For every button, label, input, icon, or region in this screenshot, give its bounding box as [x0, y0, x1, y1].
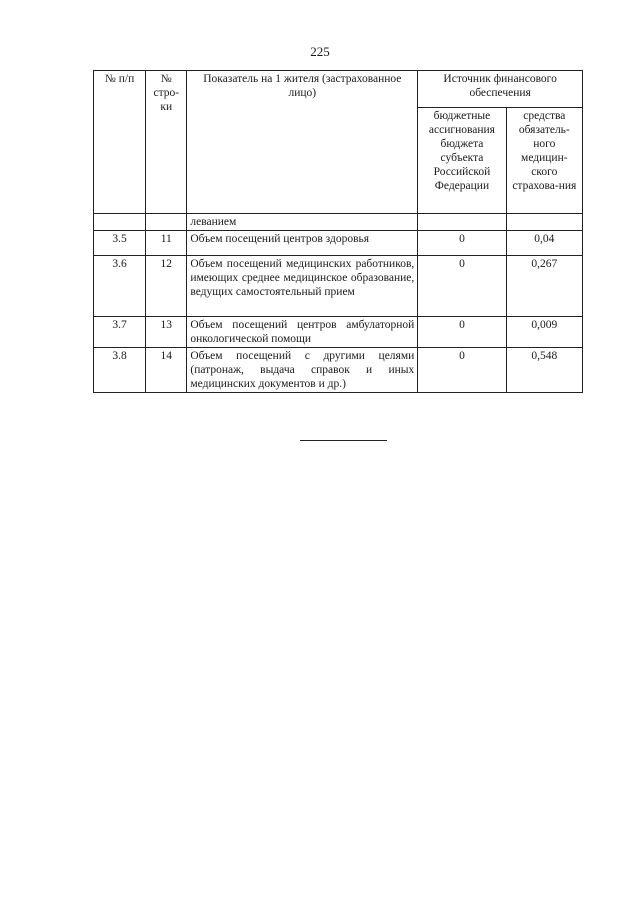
row-line: 14	[146, 348, 187, 393]
header-no: № п/п	[94, 71, 146, 214]
row-no: 3.7	[94, 317, 146, 348]
header-oms: средства обязатель-ного медицин-ского страхова-ния	[506, 108, 582, 214]
row-no: 3.6	[94, 256, 146, 317]
row-oms: 0,04	[506, 231, 582, 256]
continuation-text: леванием	[187, 214, 418, 231]
table-row	[94, 348, 583, 393]
row-budget: 0	[418, 231, 506, 256]
header-indicator: Показатель на 1 жителя (застрахованное лицо)	[187, 71, 418, 214]
row-oms: 0,548	[506, 348, 582, 393]
table-row	[94, 256, 583, 317]
row-line: 13	[146, 317, 187, 348]
row-oms: 0,267	[506, 256, 582, 317]
table-row	[94, 214, 583, 231]
header-source: Источник финансового обеспечения	[418, 71, 583, 108]
header-budget: бюджетные ассигнования бюджета субъекта Российской Федерации	[418, 108, 506, 214]
row-no: 3.8	[94, 348, 146, 393]
row-indicator: Объем посещений медицинских работников, имеющих среднее медицинское образование, ведущих самостоятельный прием	[187, 256, 418, 317]
table-row	[94, 317, 583, 348]
row-indicator: Объем посещений с другими целями (патронаж, выдача справок и иных медицинских документов и др.)	[187, 348, 418, 393]
row-line: 11	[146, 231, 187, 256]
table-row	[94, 231, 583, 256]
row-budget: 0	[418, 317, 506, 348]
row-no: 3.5	[94, 231, 146, 256]
header-line: № стро-ки	[146, 71, 187, 214]
row-oms: 0,009	[506, 317, 582, 348]
row-budget: 0	[418, 256, 506, 317]
row-budget: 0	[418, 348, 506, 393]
row-line: 12	[146, 256, 187, 317]
page-number: 225	[310, 44, 330, 59]
row-indicator: Объем посещений центров амбулаторной онкологической помощи	[187, 317, 418, 348]
row-indicator: Объем посещений центров здоровья	[187, 231, 418, 256]
end-separator-line	[300, 440, 387, 441]
header-row	[94, 71, 583, 108]
financing-table	[93, 70, 583, 393]
